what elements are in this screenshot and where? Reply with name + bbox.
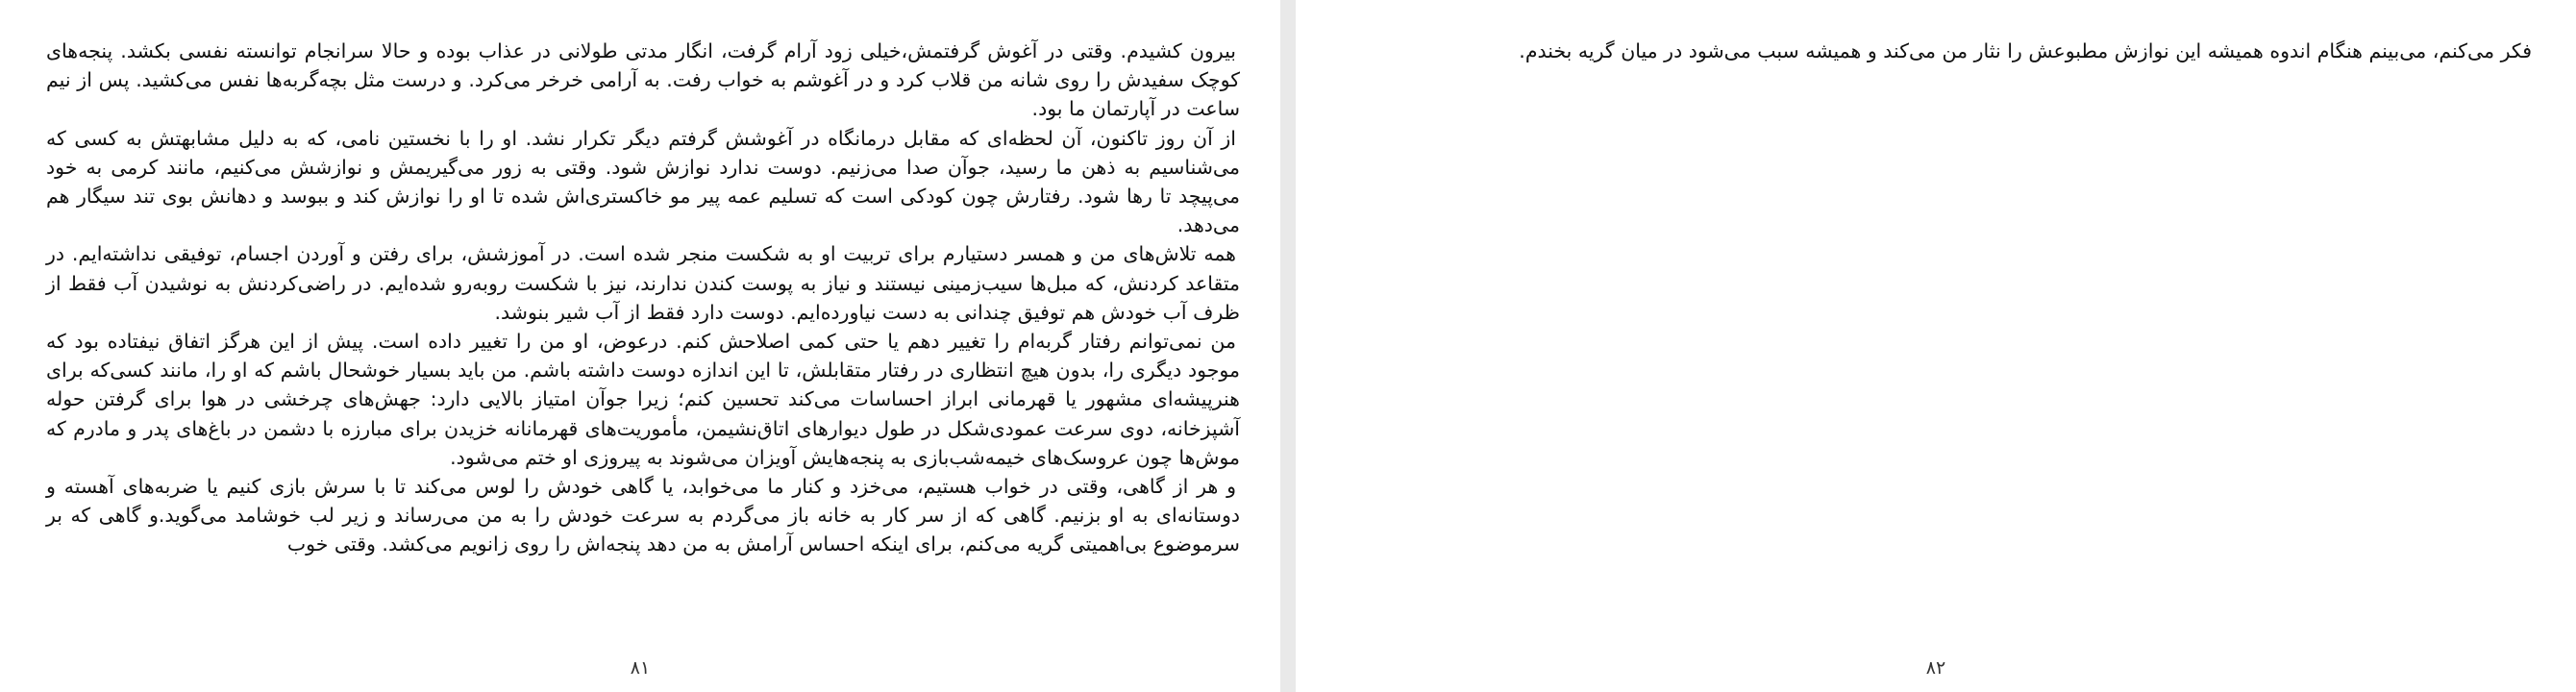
paragraph: فکر می‌کنم، می‌بینم هنگام اندوه همیشه این نوازش مطبوعش را نثار من می‌کند و همیشه سبب می‌شود در میان گریه بخندم. [1519,39,2532,62]
page-82 [1296,0,2576,692]
page-82-text [1342,37,2536,65]
paragraph: من نمی‌توانم رفتار گربه‌ام را تغییر دهم یا حتی کمی اصلاحش کنم. درعوض، او من را تغییر داده است. پیش از این هرگز اتفاق نیفتاده بود که موجود دیگری را، بدون هیچ انتظاری در رفتار متقابلش، تا این اندازه دوست داشته باشم. من باید بسیار خوشحال باشم که او را، مانند کسی‌که برای هنرپیشه‌ای مشهور یا قهرمانی ابراز احساسات می‌کند تحسین کنم؛ زیرا جوآن امتیاز بالایی دارد: جهش‌های چرخشی در هوا برای گرفتن حوله آشپزخانه، دوی سرعت عمودی‌شکل در طول دیوارهای اتاق‌نشیمن، مأموریت‌های قهرمانانه خزیدن برای مبارزه با دشمن در باغ‌های پدر و مادرم که موش‌ها چون عروسک‌های خیمه‌شب‌بازی به پنجه‌هایش آویزان می‌شوند به پیروزی او ختم می‌شود. [46,330,1240,469]
page-81 [0,0,1280,692]
page-number: ۸۱ [630,657,651,679]
paragraph: همه تلاش‌های من و همسر دستیارم برای تربیت او به شکست منجر شده است. در آموزشش، برای رفتن و آوردن اجسام، توفیقی نداشته‌ایم. در متقاعد کردنش، که مبل‌ها سیب‌زمینی نیستند و نیاز به پوست کندن ندارند، نیز با شکست روبه‌رو شده‌ایم. در راضی‌کردنش به نوشیدن آب فقط از ظرف آب خودش هم توفیق چندانی به دست نیاورده‌ایم. دوست دارد فقط از آب شیر بنوشد. [46,242,1240,324]
paragraph: و هر از گاهی، وقتی در خواب هستیم، می‌خزد و کنار ما می‌خوابد، یا گاهی خودش را لوس می‌کند تا با سرش بازی کنیم یا ضربه‌های آهسته و دوستانه‌ای به او بزنیم. گاهی که از سر کار به خانه باز می‌گردم به سرعت خودش را به من می‌رساند و زیر لب خوشامد می‌گوید.و گاهی که بر سرموضوع بی‌اهمیتی گریه می‌کنم، برای اینکه احساس آرامش به من دهد پنجه‌اش را روی زانویم می‌کشد. وقتی خوب [46,475,1240,556]
page-number: ۸۲ [1925,657,1946,679]
page-81-text [46,37,1240,559]
paragraph: از آن روز تاکنون، آن لحظه‌ای که مقابل درمانگاه در آغوشش گرفتم دیگر تکرار نشد. او را با نخستین نامی، که به دلیل مشابهتش به کسی که می‌شناسیم به ذهن ما رسید، جوآن صدا می‌زنیم. دوست ندارد نوازش شود. وقتی به زور می‌گیریمش و نوازشش می‌کنیم، مانند کرمی به خود می‌پیچد تا رها شود. رفتارش چون کودکی است که تسلیم عمه پیر مو خاکستری‌اش شده تا او را نوازش کند و ببوسد و دهانش بوی تند سیگار هم می‌دهد. [46,126,1240,237]
paragraph: بیرون کشیدم. وقتی در آغوش گرفتمش،خیلی زود آرام گرفت، انگار مدتی طولانی در عذاب بوده و حالا سرانجام توانسته نفسی بکشد. پنجه‌های کوچک سفیدش را روی شانه من قلاب کرد و در آغوشم به خواب رفت. به آرامی خرخر می‌کرد. و درست مثل بچه‌گربه‌ها نفس می‌کشید. پس از نیم ساعت در آپارتمان ما بود. [46,39,1240,121]
